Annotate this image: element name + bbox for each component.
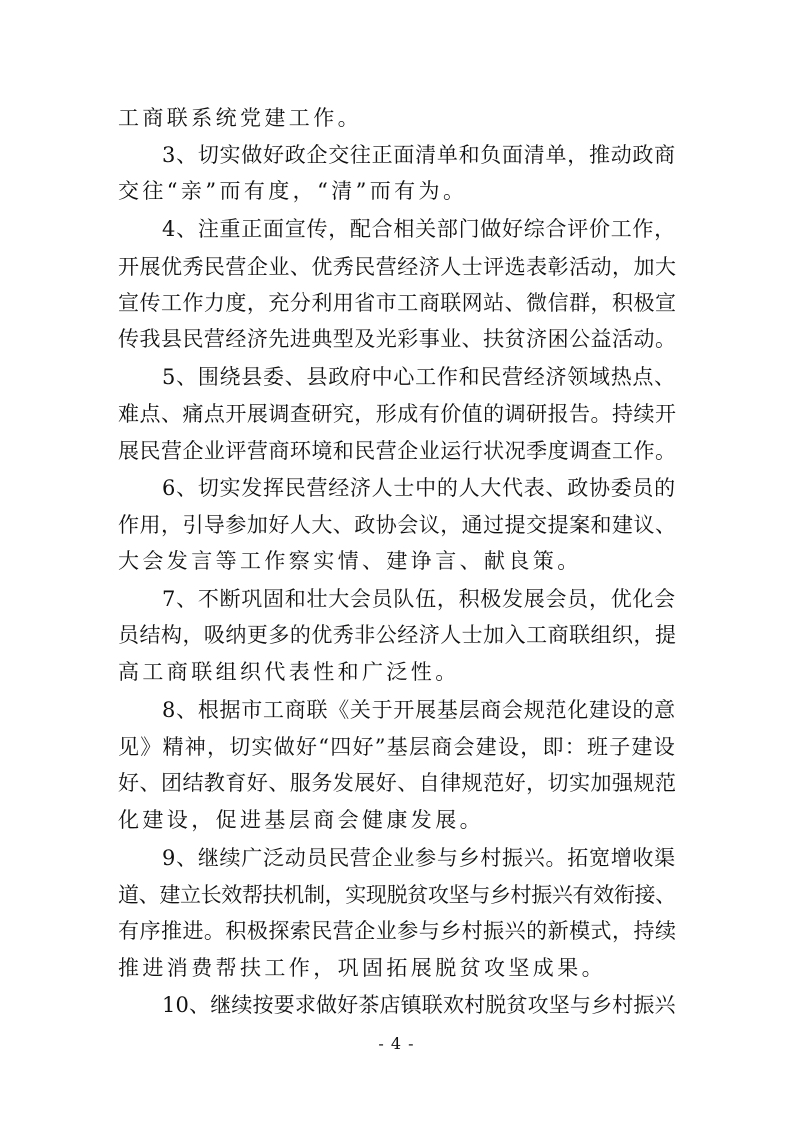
text-line-21: 9、继续广泛动员民营企业参与乡村振兴。拓宽增收渠	[162, 845, 676, 870]
text-line-14: 7、不断巩固和壮大会员队伍，积极发展会员，优化会	[162, 586, 676, 611]
text-line-8: 5、围绕县委、县政府中心工作和民营经济领域热点、	[162, 364, 676, 389]
text-line-5: 开展优秀民营企业、优秀民营经济人士评选表彰活动，加大	[118, 254, 677, 279]
text-line-24: 推进消费帮扶工作，巩固拓展脱贫攻坚成果。	[118, 955, 606, 980]
text-line-19: 好、团结教育好、服务发展好、自律规范好，切实加强规范	[118, 771, 677, 795]
text-line-16: 高工商联组织代表性和广泛性。	[118, 659, 460, 684]
text-line-9: 难点、痛点开展调查研究，形成有价值的调研报告。持续开	[118, 402, 677, 426]
text-line-7: 传我县民营经济先进典型及光彩事业、扶贫济困公益活动。	[118, 327, 677, 352]
text-line-23: 有序推进。积极探索民营企业参与乡村振兴的新模式，持续	[118, 919, 677, 943]
text-line-22: 道、建立长效帮扶机制，实现脱贫攻坚与乡村振兴有效衔接、	[118, 882, 676, 907]
page-number: - 4 -	[378, 1034, 415, 1053]
text-line-17: 8、根据市工商联《关于开展基层商会规范化建设的意	[162, 697, 676, 722]
text-line-10: 展民营企业评营商环境和民营企业运行状况季度调查工作。	[118, 438, 677, 463]
text-line-13: 大会发言等工作察实情、建诤言、献良策。	[118, 549, 582, 574]
text-line-11: 6、切实发挥民营经济人士中的人大代表、政协委员的	[162, 476, 676, 500]
text-line-3: 交往“亲”而有度，“清”而有为。	[118, 179, 468, 204]
text-line-2: 3、切实做好政企交往正面清单和负面清单，推动政商	[162, 143, 676, 168]
text-line-20: 化建设，促进基层商会健康发展。	[118, 807, 484, 832]
text-line-4: 4、注重正面宣传，配合相关部门做好综合评价工作，	[162, 217, 676, 242]
text-line-1: 工商联系统党建工作。	[118, 106, 362, 130]
text-line-18: 见》精神，切实做好“四好”基层商会建设，即：班子建设	[118, 734, 676, 759]
text-line-6: 宣传工作力度，充分利用省市工商联网站、微信群，积极宣	[118, 290, 677, 315]
text-line-25: 10、继续按要求做好茶店镇联欢村脱贫攻坚与乡村振兴	[162, 993, 676, 1017]
text-line-15: 员结构，吸纳更多的优秀非公经济人士加入工商联组织，提	[118, 623, 677, 647]
text-line-12: 作用，引导参加好人大、政协会议，通过提交提案和建议、	[118, 512, 677, 537]
